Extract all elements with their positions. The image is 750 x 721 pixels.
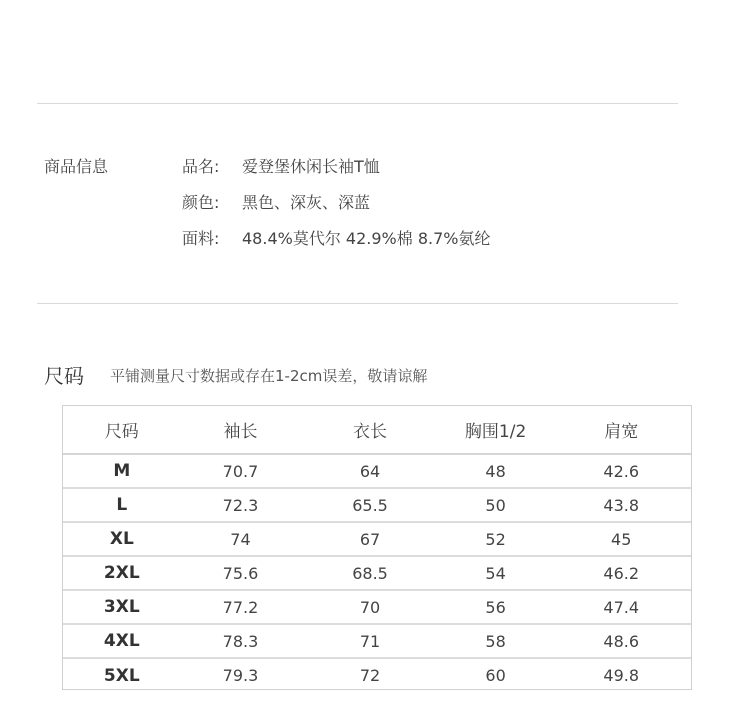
table-cell: 48 — [485, 461, 506, 481]
size-table-frame — [62, 405, 692, 690]
table-cell: 72 — [359, 666, 381, 685]
table-cell: 58 — [485, 631, 506, 651]
table-cell: 74 — [230, 529, 251, 549]
table-cell: 70 — [359, 597, 381, 617]
info-key: 面料: — [182, 229, 220, 248]
size-cell: M — [113, 461, 131, 481]
table-row — [63, 658, 691, 692]
table-cell: 78.3 — [222, 631, 259, 651]
table-cell: 75.6 — [222, 563, 259, 583]
size-cell: 2XL — [103, 563, 140, 583]
size-table — [63, 406, 691, 692]
table-cell: 52 — [485, 529, 506, 549]
table-cell: 60 — [485, 666, 506, 685]
table-row — [63, 556, 691, 590]
table-cell: 42.6 — [603, 461, 640, 481]
table-row — [63, 454, 691, 488]
header-size: 尺码 — [104, 422, 139, 442]
info-value: 48.4%莫代尔 42.9%棉 8.7%氨纶 — [242, 229, 491, 248]
table-cell: 45 — [611, 529, 632, 549]
table-cell: 48.6 — [603, 631, 640, 651]
table-cell: 54 — [485, 563, 506, 583]
top-divider — [37, 103, 678, 104]
size-chart-note: 平铺测量尺寸数据或存在1-2cm误差，敬请谅解 — [110, 367, 428, 385]
table-cell: 77.2 — [222, 597, 259, 617]
table-cell: 65.5 — [352, 495, 388, 515]
info-value: 黑色、深灰、深蓝 — [242, 193, 371, 212]
table-cell: 79.3 — [222, 666, 259, 685]
table-row — [63, 488, 691, 522]
table-cell: 43.8 — [603, 495, 640, 515]
size-chart-title: 尺码 — [44, 364, 84, 388]
middle-divider — [37, 303, 678, 304]
size-cell: L — [116, 495, 128, 515]
product-info-label: 商品信息 — [44, 157, 109, 176]
table-cell: 68.5 — [352, 563, 388, 583]
info-key: 品名: — [182, 157, 220, 176]
size-cell: 4XL — [103, 631, 140, 651]
info-key: 颜色: — [182, 193, 220, 212]
table-cell: 50 — [485, 495, 506, 515]
size-cell: XL — [109, 529, 134, 549]
size-cell: 3XL — [103, 597, 140, 617]
table-cell: 49.8 — [603, 666, 640, 685]
info-row-name — [182, 154, 490, 190]
table-row — [63, 624, 691, 658]
table-row — [63, 522, 691, 556]
info-value: 爱登堡休闲长袖T恤 — [242, 157, 380, 176]
size-cell: 5XL — [103, 665, 140, 686]
header-sleeve-length: 袖长 — [223, 422, 258, 442]
table-row — [63, 590, 691, 624]
table-cell: 56 — [485, 597, 506, 617]
table-cell: 67 — [359, 529, 381, 549]
table-cell: 72.3 — [222, 495, 259, 515]
table-cell: 46.2 — [603, 563, 640, 583]
table-cell: 64 — [359, 461, 381, 481]
header-body-length: 衣长 — [353, 422, 388, 442]
info-row-fabric — [182, 226, 490, 262]
header-shoulder-width: 肩宽 — [604, 422, 639, 442]
table-cell: 70.7 — [222, 461, 259, 481]
table-cell: 47.4 — [603, 597, 640, 617]
table-header-row — [63, 406, 691, 454]
table-cell: 71 — [359, 631, 381, 651]
product-info-list — [182, 154, 490, 262]
header-half-chest: 胸围1/2 — [464, 422, 527, 442]
info-row-color — [182, 190, 490, 226]
